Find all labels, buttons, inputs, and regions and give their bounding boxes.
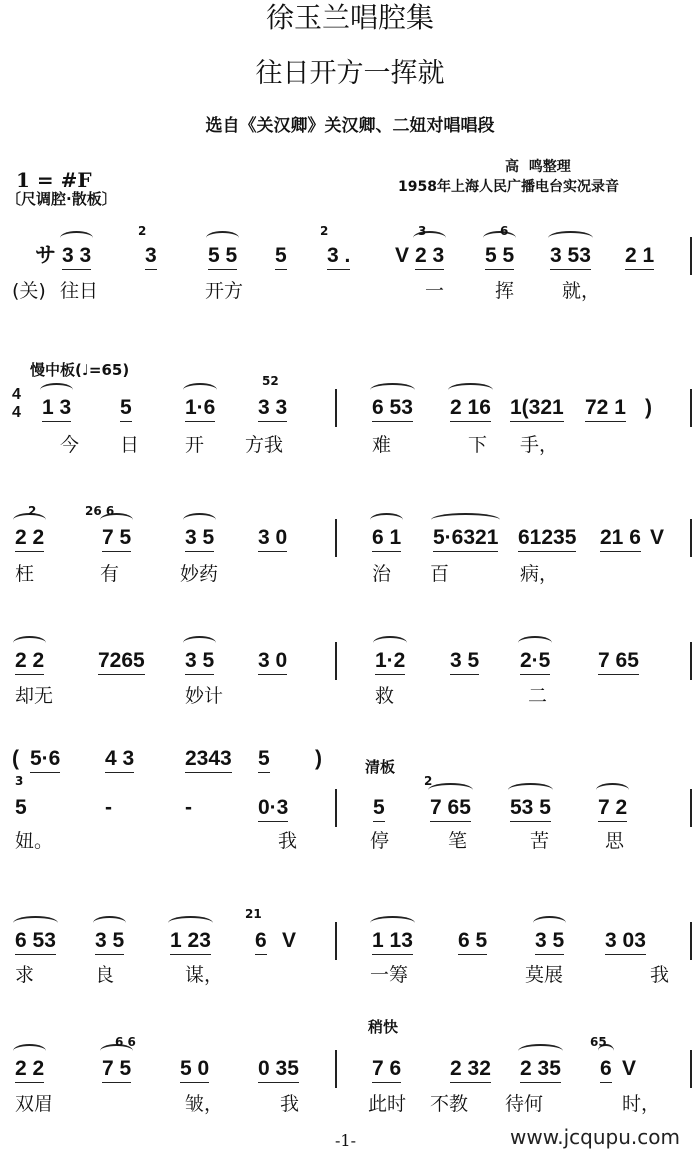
lyric: 有	[100, 563, 120, 585]
lyric: 时，	[622, 1093, 661, 1115]
lyric: 手，	[520, 434, 559, 456]
note-group: 7 65	[430, 797, 471, 822]
barline	[690, 1050, 692, 1088]
subtitle: 选自《关汉卿》关汉卿、二妞对唱唱段	[205, 116, 495, 136]
note-group: 3 5	[95, 930, 124, 955]
lyric: 往日	[60, 280, 99, 302]
note-group: )	[315, 747, 322, 770]
grace-note: 26 6	[85, 504, 115, 518]
section-label: 清板	[365, 758, 396, 776]
note-group: 2343	[185, 748, 232, 773]
note-group: 2 2	[15, 527, 44, 552]
barline	[335, 789, 337, 827]
barline	[690, 642, 692, 680]
note-group: V	[395, 244, 410, 267]
time-signature-top: 4	[12, 386, 21, 403]
lyric: 今	[60, 434, 80, 456]
lyric: 双眉	[15, 1093, 54, 1115]
note-group: 3 3	[62, 245, 91, 270]
grace-note: 65	[590, 1035, 607, 1049]
note-group: 3 53	[550, 245, 591, 270]
lyric: 良	[95, 964, 115, 986]
note-group: 5	[275, 245, 287, 270]
note-group: 1 3	[42, 397, 71, 422]
note-group: -	[105, 796, 112, 819]
song-title: 往日开方一挥就	[255, 58, 445, 89]
barline	[335, 922, 337, 960]
lyric: 一	[425, 280, 445, 302]
note-group: 6 5	[458, 930, 487, 955]
grace-note: 2	[424, 774, 433, 788]
barline	[690, 237, 692, 275]
note-group: 3 5	[185, 650, 214, 675]
note-group: 0 35	[258, 1058, 299, 1083]
barline	[335, 1050, 337, 1088]
lyric: 治	[372, 563, 392, 585]
note-group: 61235	[518, 527, 576, 552]
note-group: 7 65	[598, 650, 639, 675]
lyric: 病，	[520, 563, 559, 585]
lyric: 却无	[15, 685, 54, 707]
grace-note: 3	[418, 224, 427, 238]
recording-info: 1958年上海人民广播电台实况录音	[398, 179, 619, 195]
note-group: V	[650, 526, 665, 549]
lyric: 此时	[368, 1093, 407, 1115]
lyric: 就，	[562, 280, 601, 302]
note-group: 7 5	[102, 527, 131, 552]
lyric: 谋，	[185, 964, 224, 986]
grace-note: 2	[320, 224, 329, 238]
note-group: 5	[15, 796, 27, 819]
note-group: 53 5	[510, 797, 551, 822]
note-group: 0·3	[258, 797, 288, 822]
lyric: 难	[372, 434, 392, 456]
lyric: 一筹	[370, 964, 409, 986]
lyric: 皱，	[185, 1093, 224, 1115]
lyric: 方我	[245, 434, 284, 456]
lyric: 苦	[530, 830, 550, 852]
note-group: 1·2	[375, 650, 405, 675]
grace-note: 6	[500, 224, 509, 238]
note-group: 5·6321	[433, 527, 498, 552]
note-group: 2 32	[450, 1058, 491, 1083]
note-group: V	[282, 929, 297, 952]
book-title: 徐玉兰唱腔集	[265, 1, 434, 34]
note-group: 1 23	[170, 930, 211, 955]
note-group: 5·6	[30, 748, 60, 773]
note-group: 1(321	[510, 397, 564, 422]
note-group: 5	[120, 397, 132, 422]
note-group: 6 53	[15, 930, 56, 955]
grace-note: 3	[15, 774, 24, 788]
lyric: 我	[278, 830, 298, 852]
page-number: -1-	[335, 1131, 356, 1150]
lyric: 笔	[448, 830, 468, 852]
note-group: 1·6	[185, 397, 215, 422]
note-group: 3 5	[185, 527, 214, 552]
note-group: 3 0	[258, 650, 287, 675]
note-group: 5	[258, 748, 270, 773]
barline	[690, 389, 692, 427]
note-group: 2 35	[520, 1058, 561, 1083]
note-group: (	[12, 747, 19, 770]
lyric: 救	[375, 685, 395, 707]
lyric: 我	[650, 964, 670, 986]
lyric: 日	[120, 434, 140, 456]
note-group: サ	[35, 244, 56, 267]
tempo-marking: 慢中板(♩=65)	[30, 361, 130, 379]
note-group: 7 5	[102, 1058, 131, 1083]
note-group: 2 3	[415, 245, 444, 270]
grace-note: 52	[262, 374, 279, 388]
barline	[690, 519, 692, 557]
note-group: 3 3	[258, 397, 287, 422]
note-group: V	[622, 1057, 637, 1080]
note-group: 6	[255, 930, 267, 955]
grace-note: 6 6	[115, 1035, 136, 1049]
note-group: 1 13	[372, 930, 413, 955]
section-label: 稍快	[368, 1018, 399, 1036]
barline	[690, 922, 692, 960]
watermark: www.jcqupu.com	[510, 1125, 680, 1149]
note-group: 5 0	[180, 1058, 209, 1083]
note-group: 2·5	[520, 650, 550, 675]
time-signature-bottom: 4	[12, 404, 21, 421]
note-group: 2 2	[15, 650, 44, 675]
note-group: 5 5	[208, 245, 237, 270]
note-group: 2 2	[15, 1058, 44, 1083]
note-group: 6 1	[372, 527, 401, 552]
key-signature: 1 = #F	[16, 168, 92, 192]
lyric: 妞。	[15, 830, 54, 852]
lyric: 求	[15, 964, 35, 986]
note-group: 3 5	[535, 930, 564, 955]
barline	[335, 642, 337, 680]
lyric: 我	[280, 1093, 300, 1115]
arranger: 高 鸣整理	[505, 159, 571, 175]
note-group: )	[645, 396, 652, 419]
lyric: 枉	[15, 563, 35, 585]
lyric: 妙计	[185, 685, 224, 707]
note-group: 2 16	[450, 397, 491, 422]
lyric: 停	[370, 830, 390, 852]
note-group: 3 .	[327, 245, 350, 270]
grace-note: 2	[28, 504, 37, 518]
barline	[335, 519, 337, 557]
lyric: 妙药	[180, 563, 219, 585]
note-group: 5 5	[485, 245, 514, 270]
note-group: 7 2	[598, 797, 627, 822]
note-group: 6	[600, 1058, 612, 1083]
lyric: 开	[185, 434, 205, 456]
note-group: 3 03	[605, 930, 646, 955]
lyric: 百	[430, 563, 450, 585]
note-group: 2 1	[625, 245, 654, 270]
grace-note: 2	[138, 224, 147, 238]
lyric: 莫展	[525, 964, 564, 986]
mode-label: 〔尺调腔·散板〕	[6, 190, 117, 208]
lyric: 思	[605, 830, 625, 852]
note-group: 3 0	[258, 527, 287, 552]
lyric: (关)	[12, 280, 46, 302]
note-group: 72 1	[585, 397, 626, 422]
grace-note: 21	[245, 907, 262, 921]
lyric: 开方	[205, 280, 244, 302]
lyric: 挥	[495, 280, 515, 302]
lyric: 不教	[430, 1093, 469, 1115]
lyric: 二	[528, 685, 548, 707]
note-group: 6 53	[372, 397, 413, 422]
note-group: 3	[145, 245, 157, 270]
note-group: 21 6	[600, 527, 641, 552]
note-group: 5	[373, 797, 385, 822]
lyric: 下	[468, 434, 488, 456]
lyric: 待何	[505, 1093, 544, 1115]
note-group: 3 5	[450, 650, 479, 675]
note-group: -	[185, 796, 192, 819]
barline	[690, 789, 692, 827]
barline	[335, 389, 337, 427]
note-group: 7 6	[372, 1058, 401, 1083]
note-group: 7265	[98, 650, 145, 675]
note-group: 4 3	[105, 748, 134, 773]
